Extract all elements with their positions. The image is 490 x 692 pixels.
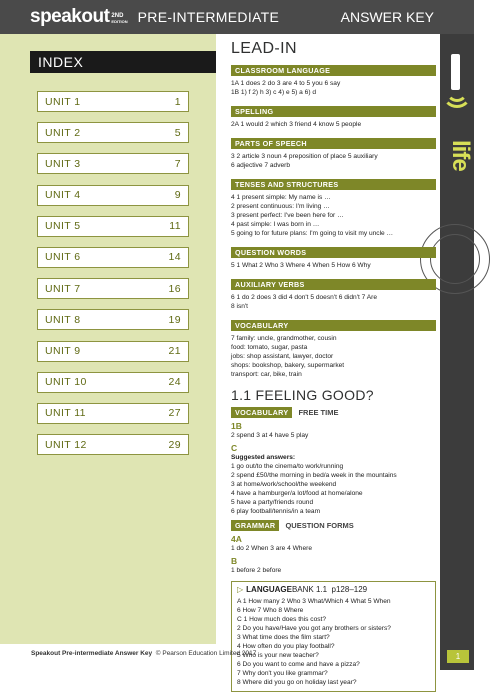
section-label: GRAMMAR [231, 520, 279, 531]
answer-line: 3 2 article 3 noun 4 preposition of place 5 auxiliary [231, 153, 378, 160]
index-unit-link[interactable] [37, 185, 189, 206]
unit-label: UNIT 4 [45, 189, 81, 202]
unit-page-number: 14 [168, 251, 181, 264]
exercise-label: 1B [231, 421, 242, 431]
unit-label: UNIT 2 [45, 126, 81, 139]
tenses-section [231, 174, 436, 238]
parts-of-speech-section [231, 133, 436, 170]
language-bank-title: ▷ LANGUAGEBANK 1.1 p128–129 [237, 585, 368, 594]
unit-page-number: 21 [168, 345, 181, 357]
index-unit-link[interactable] [37, 278, 189, 299]
index-title: INDEX [30, 51, 216, 73]
edition-badge: 2ND EDITION [111, 12, 128, 24]
answer-line: 1A 1 does 2 do 3 are 4 to 5 you 6 say [231, 80, 341, 87]
answer-line: 5 have a party/friends round [231, 499, 314, 506]
index-unit-link[interactable] [37, 341, 189, 362]
unit-page-number: 24 [168, 376, 181, 389]
sound-wave-outer-icon [442, 78, 472, 108]
index-unit-link[interactable] [37, 309, 189, 330]
index-unit-link[interactable] [37, 403, 189, 424]
unit-label: UNIT 7 [45, 282, 81, 295]
answer-line: 5 Who is your new teacher? [237, 652, 319, 659]
answer-line: 2 spend 3 at 4 have 5 play [231, 432, 309, 439]
section-topic: QUESTION FORMS [285, 521, 354, 530]
section-label: TENSES AND STRUCTURES [231, 179, 436, 190]
unit-page-number: 5 [174, 126, 181, 139]
answer-line: 2 spend £50/the morning in bed/a week in the mountains [231, 472, 397, 479]
index-unit-link[interactable] [37, 153, 189, 174]
language-bank-box [231, 581, 436, 692]
answer-line: 5 going to for future plans: I'm going to visit my uncle … [231, 230, 394, 237]
index-unit-link[interactable] [37, 372, 189, 393]
answer-line: 2 present continuous: I'm living … [231, 203, 330, 210]
lead-in-title: LEAD-IN [231, 40, 297, 57]
section-header [231, 407, 436, 418]
unit-label: UNIT 9 [45, 345, 81, 357]
answer-line: 3 at home/work/school/the weekend [231, 481, 337, 488]
index-unit-link[interactable] [37, 122, 189, 143]
answer-line: A 1 How many 2 Who 3 What/Which 4 What 5 When [237, 598, 391, 605]
footer: Speakout Pre-intermediate Answer Key © Pearson Education Limited 2017 [31, 650, 257, 657]
index-unit-link[interactable] [37, 216, 189, 237]
classroom-language-section [231, 60, 436, 97]
suggested-answers-label: Suggested answers: [231, 454, 296, 461]
unit-page-number: 9 [174, 189, 181, 202]
unit-label: UNIT 1 [45, 95, 81, 108]
answer-line: 1 go out/to the cinema/to work/running [231, 463, 344, 470]
unit-page-number: 1 [174, 95, 181, 108]
section-label: VOCABULARY [231, 320, 436, 331]
index-unit-link[interactable] [37, 434, 189, 455]
answer-line: 1 do 2 When 3 are 4 Where [231, 545, 313, 552]
section-label: AUXILIARY VERBS [231, 279, 436, 290]
unit-page-number: 11 [169, 220, 181, 233]
auxiliary-verbs-section [231, 274, 436, 311]
decorative-circle [430, 234, 480, 284]
section-label: SPELLING [231, 106, 436, 117]
answer-line: 6 How 7 Who 8 Where [237, 607, 304, 614]
unit-label: UNIT 8 [45, 313, 81, 326]
exercise-label: C [231, 443, 238, 453]
answer-line: 6 play football/tennis/in a team [231, 508, 321, 515]
answer-content [231, 40, 436, 692]
section-header [231, 520, 436, 531]
answer-line: 6 1 do 2 does 3 did 4 don't 5 doesn't 6 didn't 7 Are [231, 294, 378, 301]
answer-line: 6 adjective 7 adverb [231, 162, 291, 169]
index-panel [0, 34, 216, 644]
answer-line: 2 Do you have/Have you got any brothers or sisters? [237, 625, 391, 632]
section-label: PARTS OF SPEECH [231, 138, 436, 149]
unit-label: UNIT 5 [45, 220, 81, 233]
exercise-label: 4A [231, 534, 242, 544]
answer-line: transport: car, bike, train [231, 371, 302, 378]
play-arrow-icon: ▷ [237, 585, 244, 594]
unit-name: life [447, 140, 474, 171]
unit-page-number: 16 [168, 282, 181, 295]
answer-line: 4 past simple: I was born in … [231, 221, 320, 228]
unit-sidebar [440, 34, 474, 670]
answer-line: 4 1 present simple: My name is … [231, 194, 331, 201]
answer-line: 7 Why don't you like grammar? [237, 670, 328, 677]
answer-line: 3 present perfect: I've been here for … [231, 212, 344, 219]
index-unit-link[interactable] [37, 247, 189, 268]
unit-page-number: 27 [168, 407, 181, 420]
unit-label: UNIT 12 [45, 438, 87, 451]
header-bar [0, 0, 474, 34]
index-unit-link[interactable] [37, 91, 189, 112]
answer-line: 8 isn't [231, 303, 249, 310]
unit-label: UNIT 11 [45, 407, 86, 420]
answer-line: 1 before 2 before [231, 567, 282, 574]
answer-line: 6 Do you want to come and have a pizza? [237, 661, 360, 668]
lesson-vocabulary-section [231, 407, 436, 516]
level-label: PRE-INTERMEDIATE [137, 9, 280, 25]
unit-page-number: 7 [174, 157, 181, 170]
page-number: 1 [447, 650, 469, 663]
unit-label: UNIT 6 [45, 251, 81, 264]
section-label: CLASSROOM LANGUAGE [231, 65, 436, 76]
unit-list [37, 91, 189, 465]
answer-line: food: tomato, sugar, pasta [231, 344, 308, 351]
unit-page-number: 19 [168, 313, 181, 326]
unit-label: UNIT 3 [45, 157, 81, 170]
answer-line: 4 How often do you play football? [237, 643, 335, 650]
exercise-label: B [231, 556, 238, 566]
answer-line: 3 What time does the film start? [237, 634, 330, 641]
vocabulary-section [231, 315, 436, 379]
answer-key-label: ANSWER KEY [340, 9, 434, 25]
speakout-logo: speakout [30, 6, 110, 27]
answer-line: 1B 1) f 2) h 3) c 4) e 5) a 6) d [231, 89, 317, 96]
answer-line: 7 family: uncle, grandmother, cousin [231, 335, 337, 342]
spelling-section [231, 101, 436, 129]
unit-page-number: 29 [168, 438, 181, 451]
answer-line: 4 have a hamburger/a lot/food at home/alone [231, 490, 363, 497]
answer-line: shops: bookshop, bakery, supermarket [231, 362, 345, 369]
section-label: VOCABULARY [231, 407, 292, 418]
grammar-section [231, 520, 436, 575]
question-words-section [231, 242, 436, 270]
lesson-title: 1.1 FEELING GOOD? [231, 387, 374, 403]
answer-line: jobs: shop assistant, lawyer, doctor [231, 353, 334, 360]
unit-label: UNIT 10 [45, 376, 87, 389]
answer-line: 5 1 What 2 Who 3 Where 4 When 5 How 6 Why [231, 262, 371, 269]
section-label: QUESTION WORDS [231, 247, 436, 258]
section-topic: FREE TIME [298, 408, 339, 417]
answer-line: 8 Where did you go on holiday last year? [237, 679, 357, 686]
answer-line: C 1 How much does this cost? [237, 616, 327, 623]
answer-line: 2A 1 would 2 which 3 friend 4 know 5 people [231, 121, 362, 128]
